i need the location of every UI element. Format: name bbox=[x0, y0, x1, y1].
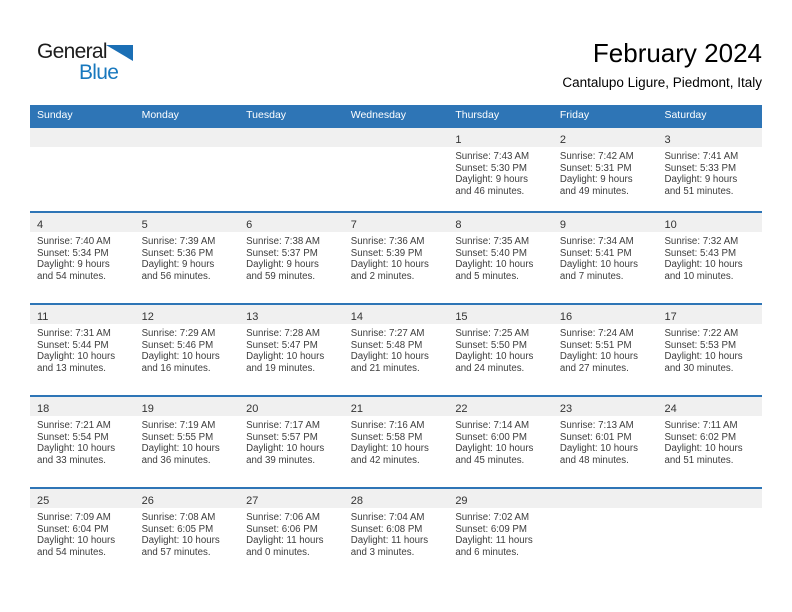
day-number: 12 bbox=[141, 311, 154, 323]
day-number: 7 bbox=[350, 219, 357, 231]
day-detail-line: Sunset: 6:05 PM bbox=[141, 523, 214, 535]
day-detail-line: Sunrise: 7:43 AM bbox=[455, 151, 530, 162]
day-cell-empty bbox=[30, 128, 135, 211]
day-detail-line: and 51 minutes. bbox=[664, 185, 734, 197]
day-details bbox=[135, 147, 240, 151]
day-detail-line: Daylight: 10 hours bbox=[350, 443, 429, 455]
day-number: 25 bbox=[37, 495, 50, 507]
day-cell-20 bbox=[239, 397, 344, 487]
day-details bbox=[657, 324, 762, 374]
day-number: 6 bbox=[246, 219, 253, 231]
day-detail-line: Sunset: 5:51 PM bbox=[559, 339, 632, 351]
day-number-band bbox=[30, 489, 135, 508]
day-detail-line: and 48 minutes. bbox=[559, 454, 629, 466]
day-number-band bbox=[135, 489, 240, 508]
day-detail-line: Daylight: 9 hours bbox=[141, 259, 215, 271]
day-cell-21 bbox=[344, 397, 449, 487]
day-number: 16 bbox=[559, 311, 573, 323]
day-detail-line: Sunrise: 7:36 AM bbox=[350, 236, 425, 247]
day-detail-line: Daylight: 10 hours bbox=[246, 351, 325, 363]
day-detail-line: Sunrise: 7:09 AM bbox=[37, 512, 111, 523]
day-detail-line: Sunset: 6:02 PM bbox=[664, 431, 737, 443]
day-detail-line: Sunset: 5:55 PM bbox=[141, 431, 214, 443]
day-detail-line: Sunset: 5:53 PM bbox=[664, 339, 737, 351]
day-detail-line: and 59 minutes. bbox=[246, 270, 316, 282]
day-number-band bbox=[239, 305, 344, 324]
day-cell-7 bbox=[344, 213, 449, 303]
day-detail-line: and 5 minutes. bbox=[455, 270, 519, 282]
day-number: 8 bbox=[455, 219, 462, 231]
weekday-header-monday: Monday bbox=[141, 109, 179, 121]
day-number-band bbox=[657, 305, 762, 324]
day-detail-line: Sunrise: 7:22 AM bbox=[664, 328, 739, 339]
day-detail-line: and 36 minutes. bbox=[141, 454, 211, 466]
day-detail-line: Sunrise: 7:13 AM bbox=[559, 420, 634, 431]
day-number: 13 bbox=[246, 311, 259, 323]
day-number-band bbox=[30, 213, 135, 232]
day-details bbox=[657, 232, 762, 282]
day-cell-14 bbox=[344, 305, 449, 395]
day-number-band bbox=[657, 489, 762, 508]
day-detail-line: Sunrise: 7:35 AM bbox=[455, 236, 530, 247]
day-cell-empty bbox=[135, 128, 240, 211]
day-cell-12 bbox=[135, 305, 240, 395]
day-detail-line: and 39 minutes. bbox=[246, 454, 316, 466]
day-detail-line: and 49 minutes. bbox=[559, 185, 629, 197]
day-cell-17 bbox=[657, 305, 762, 395]
day-detail-line: Sunrise: 7:21 AM bbox=[37, 420, 111, 431]
day-detail-line: and 54 minutes. bbox=[37, 546, 106, 558]
day-detail-line: Daylight: 10 hours bbox=[350, 351, 429, 363]
day-detail-line: and 45 minutes. bbox=[455, 454, 525, 466]
day-cell-10 bbox=[657, 213, 762, 303]
day-cell-22 bbox=[448, 397, 553, 487]
day-number: 5 bbox=[141, 219, 148, 231]
day-details bbox=[344, 147, 449, 151]
day-number-band bbox=[30, 128, 135, 147]
day-detail-line: Sunset: 5:37 PM bbox=[246, 247, 318, 259]
day-detail-line: Sunset: 5:58 PM bbox=[350, 431, 423, 443]
day-detail-line: Daylight: 10 hours bbox=[664, 443, 743, 455]
day-details bbox=[657, 416, 762, 466]
day-number: 4 bbox=[37, 219, 44, 231]
day-detail-line: Sunset: 5:43 PM bbox=[664, 247, 737, 259]
title-block bbox=[562, 38, 762, 91]
day-detail-line: Daylight: 10 hours bbox=[664, 351, 743, 363]
day-detail-line: Sunrise: 7:29 AM bbox=[141, 328, 216, 339]
day-number-band bbox=[135, 128, 240, 147]
day-detail-line: Sunset: 5:40 PM bbox=[455, 247, 527, 259]
day-detail-line: Sunrise: 7:02 AM bbox=[455, 512, 530, 523]
day-number-band bbox=[135, 397, 240, 416]
day-detail-line: Sunset: 5:30 PM bbox=[455, 162, 527, 174]
day-cell-28 bbox=[344, 489, 449, 579]
day-cell-29 bbox=[448, 489, 553, 579]
day-detail-line: Daylight: 10 hours bbox=[350, 259, 429, 271]
weekday-header-friday: Friday bbox=[559, 109, 590, 121]
day-detail-line: Daylight: 9 hours bbox=[664, 174, 738, 186]
day-cell-26 bbox=[135, 489, 240, 579]
day-number-band bbox=[657, 128, 762, 147]
day-detail-line: Sunrise: 7:25 AM bbox=[455, 328, 530, 339]
day-detail-line: Sunset: 5:48 PM bbox=[350, 339, 423, 351]
day-number: 15 bbox=[455, 311, 468, 323]
day-detail-line: Sunrise: 7:34 AM bbox=[559, 236, 634, 247]
day-details bbox=[135, 324, 240, 374]
day-details bbox=[344, 232, 449, 282]
day-number: 10 bbox=[664, 219, 677, 231]
day-details bbox=[30, 416, 135, 466]
day-cell-23 bbox=[553, 397, 658, 487]
day-details bbox=[239, 508, 344, 558]
day-number-band bbox=[239, 489, 344, 508]
day-details bbox=[553, 416, 658, 466]
day-number-band bbox=[553, 397, 658, 416]
day-cell-13 bbox=[239, 305, 344, 395]
day-detail-line: and 10 minutes. bbox=[664, 270, 734, 282]
day-detail-line: Daylight: 10 hours bbox=[37, 443, 116, 455]
logo-text-blue: Blue bbox=[79, 61, 119, 84]
weekday-header-wednesday: Wednesday bbox=[350, 109, 406, 121]
day-detail-line: Sunset: 5:33 PM bbox=[664, 162, 737, 174]
day-cell-24 bbox=[657, 397, 762, 487]
day-details bbox=[657, 147, 762, 197]
day-detail-line: and 21 minutes. bbox=[350, 362, 420, 374]
day-details bbox=[30, 508, 135, 558]
day-detail-line: Daylight: 11 hours bbox=[455, 535, 533, 547]
day-number-band bbox=[30, 305, 135, 324]
day-detail-line: Daylight: 10 hours bbox=[246, 443, 325, 455]
day-detail-line: Sunrise: 7:17 AM bbox=[246, 420, 320, 431]
day-details bbox=[239, 232, 344, 282]
day-detail-line: and 13 minutes. bbox=[37, 362, 106, 374]
day-cell-1 bbox=[448, 128, 553, 211]
day-detail-line: Sunrise: 7:19 AM bbox=[141, 420, 216, 431]
day-detail-line: Daylight: 9 hours bbox=[37, 259, 110, 271]
day-number-band bbox=[553, 305, 658, 324]
day-detail-line: Daylight: 10 hours bbox=[141, 443, 220, 455]
day-number: 27 bbox=[246, 495, 259, 507]
day-number: 28 bbox=[350, 495, 363, 507]
weekday-header-sunday: Sunday bbox=[37, 109, 73, 121]
day-detail-line: Sunset: 5:44 PM bbox=[37, 339, 109, 351]
location-subtitle: Cantalupo Ligure, Piedmont, Italy bbox=[562, 75, 762, 90]
day-details bbox=[239, 147, 344, 151]
day-number: 24 bbox=[664, 403, 677, 415]
general-blue-logo bbox=[37, 41, 147, 85]
day-details bbox=[448, 508, 553, 558]
day-detail-line: and 54 minutes. bbox=[37, 270, 106, 282]
day-detail-line: and 2 minutes. bbox=[350, 270, 415, 282]
calendar-table bbox=[30, 105, 762, 579]
day-number-band bbox=[135, 213, 240, 232]
weekday-header-row bbox=[30, 105, 762, 126]
day-number-band bbox=[344, 213, 449, 232]
day-detail-line: Sunset: 5:31 PM bbox=[559, 162, 632, 174]
day-detail-line: Sunset: 5:50 PM bbox=[455, 339, 527, 351]
calendar-weeks bbox=[30, 126, 762, 579]
day-detail-line: Sunset: 6:01 PM bbox=[559, 431, 632, 443]
day-detail-line: Daylight: 9 hours bbox=[246, 259, 319, 271]
day-detail-line: Daylight: 9 hours bbox=[455, 174, 529, 186]
day-detail-line: Sunset: 5:46 PM bbox=[141, 339, 214, 351]
day-details bbox=[135, 508, 240, 558]
day-number-band bbox=[448, 128, 553, 147]
day-detail-line: Daylight: 9 hours bbox=[559, 174, 633, 186]
day-detail-line: and 24 minutes. bbox=[455, 362, 525, 374]
day-detail-line: Sunrise: 7:31 AM bbox=[37, 328, 111, 339]
day-detail-line: Sunset: 6:06 PM bbox=[246, 523, 318, 535]
day-detail-line: Daylight: 10 hours bbox=[559, 351, 638, 363]
day-number: 9 bbox=[559, 219, 567, 231]
day-cell-18 bbox=[30, 397, 135, 487]
day-details bbox=[553, 508, 658, 512]
day-details bbox=[448, 416, 553, 466]
day-detail-line: Sunrise: 7:08 AM bbox=[141, 512, 216, 523]
day-detail-line: and 51 minutes. bbox=[664, 454, 734, 466]
day-detail-line: Sunrise: 7:06 AM bbox=[246, 512, 320, 523]
day-number: 3 bbox=[664, 134, 671, 146]
week-row bbox=[30, 303, 762, 395]
day-details bbox=[553, 147, 658, 197]
day-detail-line: and 19 minutes. bbox=[246, 362, 316, 374]
day-detail-line: Sunrise: 7:28 AM bbox=[246, 328, 320, 339]
day-number-band bbox=[344, 128, 449, 147]
day-detail-line: and 57 minutes. bbox=[141, 546, 211, 558]
day-detail-line: Sunset: 6:08 PM bbox=[350, 523, 423, 535]
logo-text-general: General bbox=[37, 40, 107, 63]
week-row bbox=[30, 126, 762, 211]
day-detail-line: and 7 minutes. bbox=[559, 270, 624, 282]
day-number: 22 bbox=[455, 403, 468, 415]
day-detail-line: Daylight: 10 hours bbox=[141, 535, 220, 547]
weekday-header-thursday: Thursday bbox=[455, 109, 500, 121]
day-cell-27 bbox=[239, 489, 344, 579]
day-cell-15 bbox=[448, 305, 553, 395]
day-details bbox=[448, 147, 553, 197]
day-details bbox=[30, 147, 135, 151]
day-details bbox=[448, 232, 553, 282]
day-number: 21 bbox=[350, 403, 363, 415]
day-cell-19 bbox=[135, 397, 240, 487]
day-details bbox=[344, 324, 449, 374]
day-detail-line: Daylight: 11 hours bbox=[246, 535, 324, 547]
day-cell-empty bbox=[657, 489, 762, 579]
day-cell-6 bbox=[239, 213, 344, 303]
day-cell-4 bbox=[30, 213, 135, 303]
day-number-band bbox=[448, 305, 553, 324]
day-number-band bbox=[448, 213, 553, 232]
day-number: 14 bbox=[350, 311, 363, 323]
day-number-band bbox=[344, 397, 449, 416]
day-detail-line: and 16 minutes. bbox=[141, 362, 211, 374]
day-detail-line: and 42 minutes. bbox=[350, 454, 420, 466]
day-number: 26 bbox=[141, 495, 154, 507]
week-row bbox=[30, 395, 762, 487]
day-detail-line: Sunset: 5:36 PM bbox=[141, 247, 214, 259]
weekday-header-tuesday: Tuesday bbox=[246, 109, 287, 121]
day-detail-line: Sunset: 6:09 PM bbox=[455, 523, 527, 535]
day-detail-line: Sunrise: 7:24 AM bbox=[559, 328, 634, 339]
day-detail-line: Sunrise: 7:39 AM bbox=[141, 236, 216, 247]
day-detail-line: Sunrise: 7:42 AM bbox=[559, 151, 634, 162]
day-detail-line: Daylight: 10 hours bbox=[559, 443, 638, 455]
day-detail-line: Daylight: 10 hours bbox=[455, 259, 534, 271]
day-number: 18 bbox=[37, 403, 50, 415]
day-number-band bbox=[553, 128, 658, 147]
day-detail-line: Daylight: 10 hours bbox=[664, 259, 743, 271]
day-detail-line: Daylight: 10 hours bbox=[141, 351, 220, 363]
day-detail-line: Daylight: 10 hours bbox=[37, 351, 116, 363]
day-details bbox=[30, 324, 135, 374]
day-detail-line: and 33 minutes. bbox=[37, 454, 106, 466]
day-detail-line: Daylight: 10 hours bbox=[455, 443, 534, 455]
day-cell-8 bbox=[448, 213, 553, 303]
day-detail-line: Daylight: 10 hours bbox=[37, 535, 116, 547]
day-details bbox=[239, 324, 344, 374]
day-detail-line: Sunrise: 7:11 AM bbox=[664, 420, 738, 431]
day-detail-line: Sunrise: 7:38 AM bbox=[246, 236, 320, 247]
day-number-band bbox=[239, 397, 344, 416]
day-detail-line: and 30 minutes. bbox=[664, 362, 734, 374]
day-detail-line: Daylight: 11 hours bbox=[350, 535, 429, 547]
day-number-band bbox=[657, 213, 762, 232]
day-number: 11 bbox=[37, 311, 49, 323]
day-cell-5 bbox=[135, 213, 240, 303]
day-details bbox=[448, 324, 553, 374]
day-detail-line: Sunrise: 7:41 AM bbox=[664, 151, 739, 162]
day-detail-line: Sunset: 5:34 PM bbox=[37, 247, 109, 259]
day-detail-line: Sunset: 5:54 PM bbox=[37, 431, 109, 443]
logo-triangle-icon bbox=[106, 45, 133, 61]
day-cell-empty bbox=[344, 128, 449, 211]
day-detail-line: Sunset: 5:57 PM bbox=[246, 431, 318, 443]
day-detail-line: and 6 minutes. bbox=[455, 546, 519, 558]
day-detail-line: Sunset: 6:00 PM bbox=[455, 431, 527, 443]
day-details bbox=[657, 508, 762, 512]
day-cell-3 bbox=[657, 128, 762, 211]
day-cell-25 bbox=[30, 489, 135, 579]
day-detail-line: Daylight: 10 hours bbox=[559, 259, 638, 271]
day-detail-line: and 27 minutes. bbox=[559, 362, 629, 374]
page-title: February 2024 bbox=[592, 38, 762, 68]
day-number-band bbox=[657, 397, 762, 416]
day-number: 29 bbox=[455, 495, 468, 507]
day-number-band bbox=[30, 397, 135, 416]
day-detail-line: and 46 minutes. bbox=[455, 185, 525, 197]
week-row bbox=[30, 211, 762, 303]
day-cell-9 bbox=[553, 213, 658, 303]
day-number-band bbox=[239, 213, 344, 232]
day-detail-line: Sunset: 5:41 PM bbox=[559, 247, 632, 259]
day-detail-line: Sunrise: 7:32 AM bbox=[664, 236, 739, 247]
day-detail-line: Sunrise: 7:16 AM bbox=[350, 420, 425, 431]
day-cell-16 bbox=[553, 305, 658, 395]
day-detail-line: Sunrise: 7:27 AM bbox=[350, 328, 425, 339]
day-number: 20 bbox=[246, 403, 259, 415]
day-number: 23 bbox=[559, 403, 573, 415]
day-details bbox=[239, 416, 344, 466]
day-number-band bbox=[553, 213, 658, 232]
day-detail-line: Sunset: 5:47 PM bbox=[246, 339, 318, 351]
day-number-band bbox=[344, 305, 449, 324]
day-number-band bbox=[135, 305, 240, 324]
day-details bbox=[30, 232, 135, 282]
day-detail-line: and 0 minutes. bbox=[246, 546, 310, 558]
day-details bbox=[135, 232, 240, 282]
day-number: 19 bbox=[141, 403, 154, 415]
day-number: 17 bbox=[664, 311, 677, 323]
week-row bbox=[30, 487, 762, 579]
day-number-band bbox=[448, 489, 553, 508]
day-number-band bbox=[553, 489, 658, 508]
day-detail-line: Sunrise: 7:14 AM bbox=[455, 420, 530, 431]
day-number-band bbox=[344, 489, 449, 508]
day-detail-line: Sunrise: 7:40 AM bbox=[37, 236, 111, 247]
day-detail-line: and 3 minutes. bbox=[350, 546, 415, 558]
day-cell-empty bbox=[553, 489, 658, 579]
day-detail-line: Sunset: 6:04 PM bbox=[37, 523, 109, 535]
day-details bbox=[344, 508, 449, 558]
weekday-header-saturday: Saturday bbox=[664, 109, 707, 121]
day-cell-empty bbox=[239, 128, 344, 211]
day-details bbox=[135, 416, 240, 466]
day-detail-line: and 56 minutes. bbox=[141, 270, 211, 282]
day-details bbox=[344, 416, 449, 466]
day-detail-line: Sunset: 5:39 PM bbox=[350, 247, 423, 259]
day-number-band bbox=[239, 128, 344, 147]
day-details bbox=[553, 324, 658, 374]
day-detail-line: Daylight: 10 hours bbox=[455, 351, 534, 363]
day-number: 2 bbox=[559, 134, 567, 146]
day-number: 1 bbox=[455, 134, 462, 146]
day-detail-line: Sunrise: 7:04 AM bbox=[350, 512, 425, 523]
day-number-band bbox=[448, 397, 553, 416]
day-details bbox=[553, 232, 658, 282]
day-cell-11 bbox=[30, 305, 135, 395]
day-cell-2 bbox=[553, 128, 658, 211]
